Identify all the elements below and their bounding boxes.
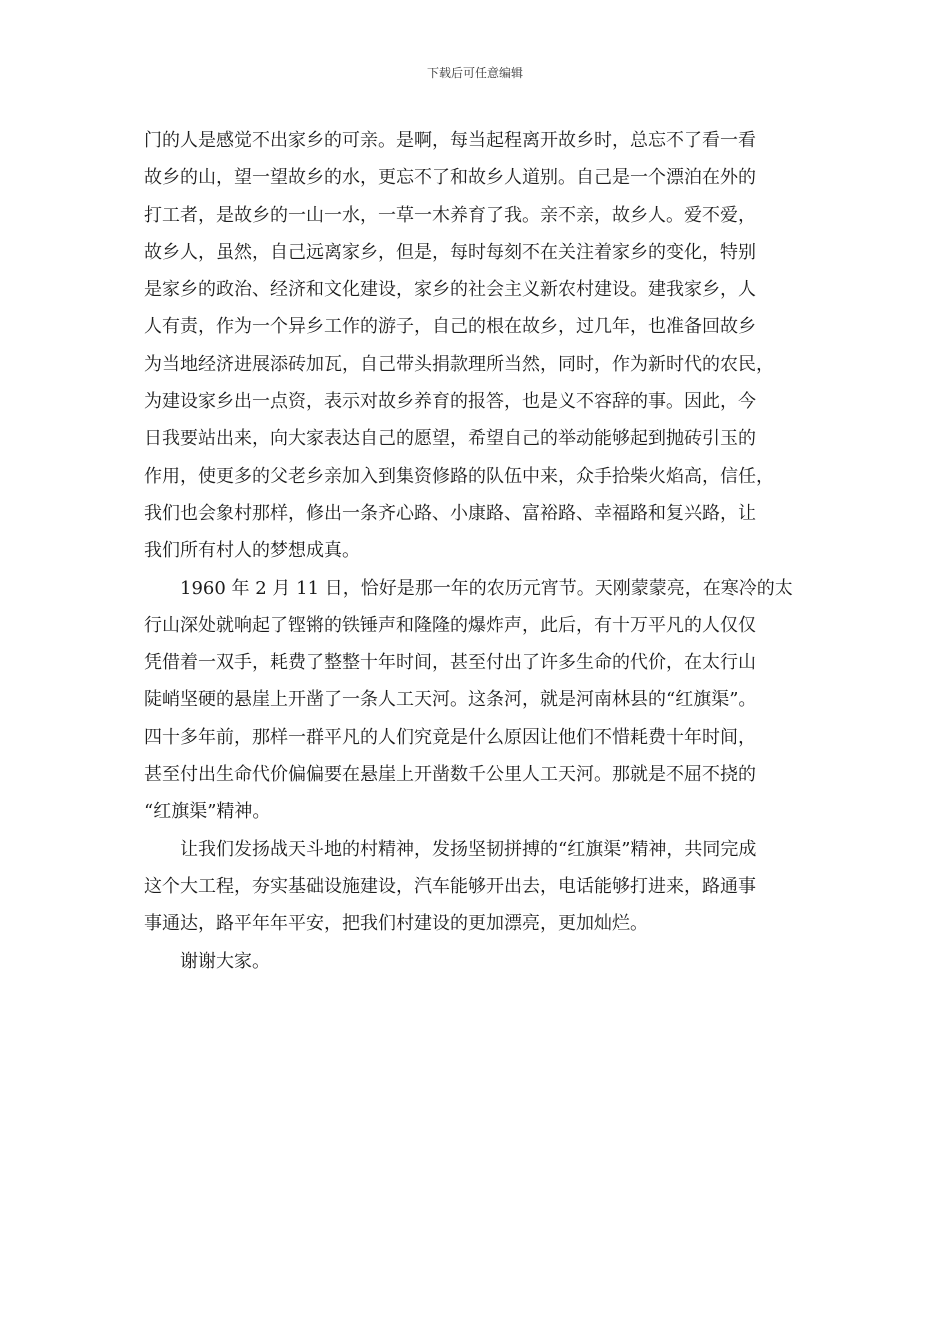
- text-line: 四十多年前，那样一群平凡的人们究竟是什么原因让他们不惜耗费十年时间，: [144, 726, 756, 748]
- text-line: 故乡的山，望一望故乡的水，更忘不了和故乡人道别。自己是一个漂泊在外的: [144, 167, 756, 189]
- text-line: 作用，使更多的父老乡亲加入到集资修路的队伍中来，众手拾柴火焰高，信任，: [144, 465, 774, 487]
- text-line: 故乡人，虽然，自己远离家乡，但是，每时每刻不在关注着家乡的变化，特别: [144, 241, 756, 263]
- text-line: 我们所有村人的梦想成真。: [144, 540, 360, 562]
- text-line: 人有责，作为一个异乡工作的游子，自己的根在故乡，过几年，也准备回故乡: [144, 316, 756, 338]
- text-line: 甚至付出生命代价偏偏要在悬崖上开凿数千公里人工天河。那就是不屈不挠的: [144, 764, 756, 786]
- text-line: 谢谢大家。: [144, 950, 270, 972]
- text-line: 行山深处就响起了铿锵的铁锤声和隆隆的爆炸声，此后，有十万平凡的人仅仅: [144, 614, 756, 636]
- document-body: [144, 122, 812, 980]
- text-line: 这个大工程，夯实基础设施建设，汽车能够开出去，电话能够打进来，路通事: [144, 875, 756, 897]
- text-line: 事通达，路平年年平安，把我们村建设的更加漂亮，更加灿烂。: [144, 913, 648, 935]
- text-line: 陡峭坚硬的悬崖上开凿了一条人工天河。这条河，就是河南林县的“红旗渠”。: [144, 689, 757, 711]
- text-line: 我们也会象村那样，修出一条齐心路、小康路、富裕路、幸福路和复兴路，让: [144, 502, 756, 524]
- text-line: 门的人是感觉不出家乡的可亲。是啊，每当起程离开故乡时，总忘不了看一看: [144, 130, 756, 151]
- text-line: 为建设家乡出一点资，表示对故乡养育的报答，也是义不容辞的事。因此，今: [144, 391, 756, 413]
- text-line: “红旗渠”精神。: [144, 801, 271, 823]
- text-line: 日我要站出来，向大家表达自己的愿望，希望自己的举动能够起到抛砖引玉的: [144, 428, 756, 450]
- text-line: 为当地经济进展添砖加瓦，自己带头捐款理所当然，同时，作为新时代的农民，: [144, 353, 774, 375]
- text-line: 凭借着一双手，耗费了整整十年时间，甚至付出了许多生命的代价，在太行山: [144, 652, 756, 674]
- text-line: 让我们发扬战天斗地的村精神，发扬坚韧拼搏的“红旗渠”精神，共同完成: [144, 838, 757, 860]
- text-line: 打工者，是故乡的一山一水，一草一木养育了我。亲不亲，故乡人。爱不爱，: [144, 204, 756, 226]
- page-header: 下载后可任意编辑: [426, 66, 523, 80]
- text-line: 是家乡的政治、经济和文化建设，家乡的社会主义新农村建设。建我家乡，人: [144, 279, 756, 301]
- text-line: 1960 年 2 月 11 日，恰好是那一年的农历元宵节。天刚蒙蒙亮，在寒冷的太: [144, 577, 793, 599]
